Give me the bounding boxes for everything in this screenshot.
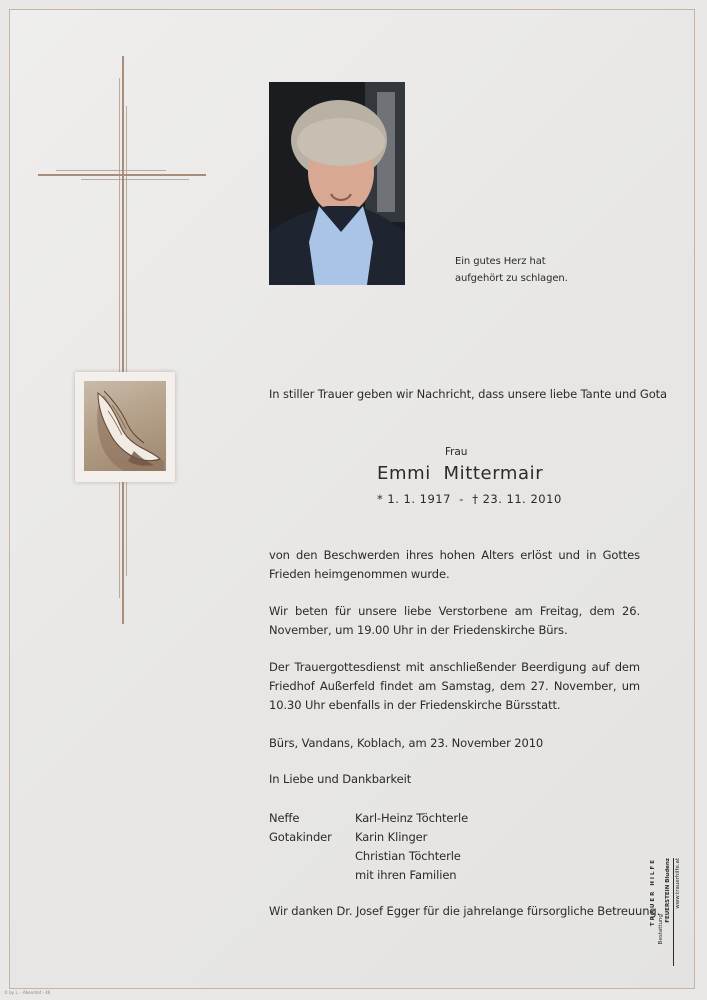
mourner-row xyxy=(269,809,529,828)
portrait-image xyxy=(269,82,405,285)
quote-line-2: aufgehört zu schlagen. xyxy=(455,273,568,284)
thanks-line: Wir danken Dr. Josef Egger für die jahrelange fürsorgliche Betreuung. xyxy=(269,904,661,918)
footer-credit: © by L. - Abendrot - 46 xyxy=(4,990,51,995)
praying-hands-image xyxy=(75,372,175,482)
mourner-relation: Gotakinder xyxy=(269,830,332,844)
place-date: Bürs, Vandans, Koblach, am 23. November 2010 xyxy=(269,736,544,750)
mourner-name: Karl-Heinz Töchterle xyxy=(355,811,469,825)
funeral-home-logo xyxy=(648,858,684,968)
quote xyxy=(455,253,568,287)
paragraph-1: von den Beschwerden ihres hohen Alters erlöst und in Gottes Frieden heimgenommen wurde. xyxy=(269,548,640,581)
mourner-relation xyxy=(269,866,355,885)
portrait-photo xyxy=(269,82,405,285)
mourners-list xyxy=(269,809,529,885)
praying-hands-icon xyxy=(84,381,166,471)
deceased-name: Emmi Mittermair xyxy=(377,463,544,484)
cross-ornament xyxy=(36,56,208,624)
logo-brand: TRAUER HILFE xyxy=(650,858,656,927)
mourner-relation xyxy=(269,847,355,866)
mourner-name: Karin Klinger xyxy=(355,830,428,844)
quote-line-1: Ein gutes Herz hat xyxy=(455,256,546,267)
mourner-row xyxy=(269,847,529,866)
logo-url: www.trauerhilfe.at xyxy=(675,858,681,909)
mourner-name: mit ihren Familien xyxy=(355,868,457,882)
paragraph-3: Der Trauergottesdienst mit anschließender Beerdigung auf dem Friedhof Außerfeld findet am Samstag, dem 27. November, um 10.30 Uhr ebenfalls in der Friedenskirche Bürsstatt. xyxy=(269,660,640,712)
honorific: Frau xyxy=(445,446,468,458)
mourner-name: Christian Töchterle xyxy=(355,849,461,863)
logo-sub: Bestattung xyxy=(658,914,664,945)
logo-company: FEUERSTEIN Bludenz xyxy=(665,858,671,923)
mourner-relation: Neffe xyxy=(269,811,300,825)
closing-line: In Liebe und Dankbarkeit xyxy=(269,772,412,786)
life-dates: * 1. 1. 1917 - † 23. 11. 2010 xyxy=(377,492,562,506)
mourner-row xyxy=(269,828,529,847)
paragraph-2: Wir beten für unsere liebe Verstorbene am Freitag, dem 26. November, um 19.00 Uhr in der Friedenskirche Bürs. xyxy=(269,604,640,637)
intro-text: In stiller Trauer geben wir Nachricht, dass unsere liebe Tante und Gota xyxy=(269,387,667,401)
mourner-row xyxy=(269,866,529,885)
